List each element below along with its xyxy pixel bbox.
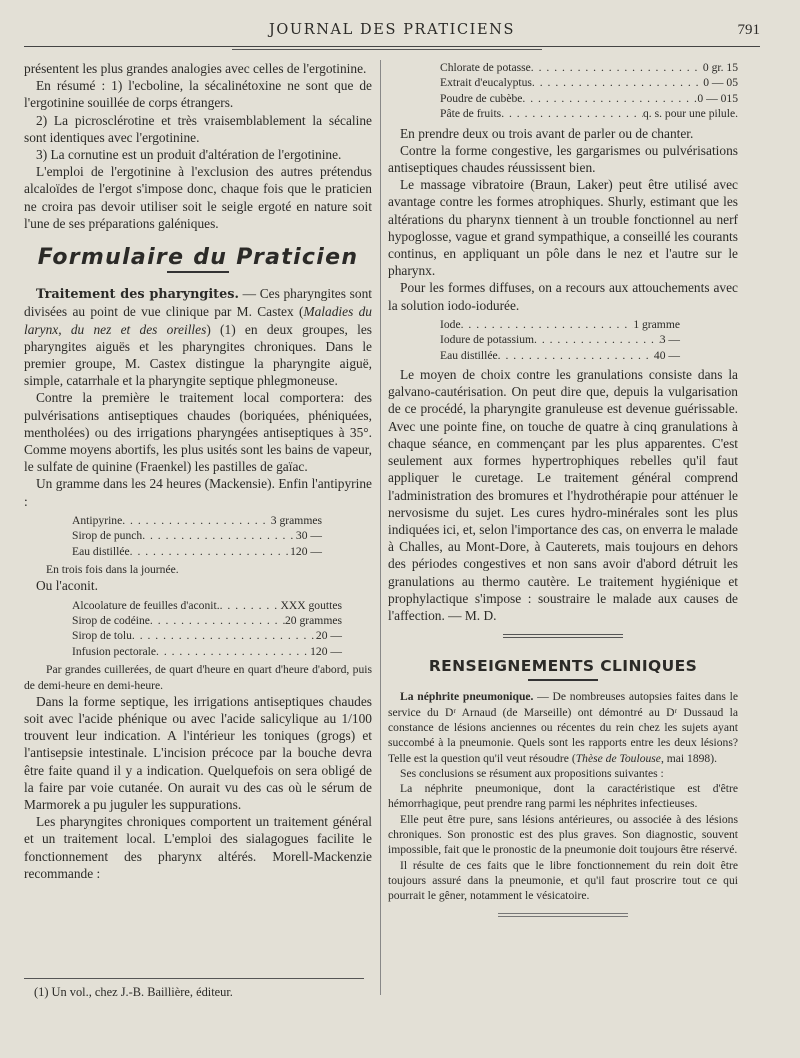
- leader-dots: [534, 332, 660, 347]
- quantity: 20 grammes: [285, 614, 342, 627]
- ingredient: Iode: [440, 317, 461, 331]
- recipe-note: Par grandes cuillerées, de quart d'heure en quart d'heure d'abord, puis de demi-heure en demi-heure.: [24, 663, 372, 692]
- leader-dots: [150, 613, 285, 628]
- page-number: 791: [737, 22, 760, 38]
- recipe-row: [440, 106, 738, 121]
- journal-title: JOURNAL DES PRATICIENS: [269, 22, 515, 38]
- leader-dots: [130, 544, 290, 559]
- recipe-row: [72, 613, 342, 628]
- ingredient: Pâte de fruits: [440, 107, 502, 121]
- recipe-row: [72, 598, 342, 613]
- paragraph: En prendre deux ou trois avant de parler ou de chanter.: [400, 125, 694, 141]
- quantity: 3 —: [659, 333, 680, 347]
- leader-dots: [522, 91, 697, 106]
- quantity: q. s. pour une pilule.: [643, 107, 738, 121]
- paragraph-traitement: [24, 285, 372, 389]
- left-column: [24, 60, 372, 882]
- leader-dots: [142, 528, 296, 543]
- recipe-row: [72, 628, 342, 643]
- quantity: XXX gouttes: [280, 598, 342, 612]
- leader-dots: [461, 317, 634, 332]
- ingredient: Eau distillée: [72, 544, 130, 558]
- ingredient: Eau distillée: [440, 348, 498, 362]
- ingredient: Antipyrine: [72, 513, 123, 527]
- leader-dots: [532, 75, 703, 90]
- quantity: 40 —: [653, 348, 680, 362]
- book-title: Maladies du larynx, du nez et des oreilles: [24, 304, 372, 337]
- paragraph: présentent les plus grandes analogies avec celles de l'ergotinine.: [24, 61, 367, 76]
- leader-dots: [498, 348, 654, 363]
- ingredient: Sirop de tolu: [72, 629, 132, 643]
- recipe-pilule: [440, 60, 738, 122]
- paragraph: Contre la première le traitement local comportera: des pulvérisations antiseptiques chaudes (boriquées, phéniquées, mentholées) ou des irrigations pharyngées antiseptiques à 35°. Comme moyens abortifs, les plus usités sont les bains de vapeur, le sulfate de quinine (Fraenkel) les pastilles de gaïac.: [24, 390, 372, 475]
- ingredient: Sirop de codéine: [72, 614, 150, 627]
- paragraph: La néphrite pneumonique, dont la caractéristique est d'être hémorrhagique, peut prendre rang parmi les néphrites infectieuses.: [388, 782, 738, 811]
- paragraph: Le massage vibratoire (Braun, Laker) peut être utilisé avec avantage contre les formes atrophiques. Shurly, estimant que les altérations du pharynx tiennent à un trouble fonctionnel au nerf hypoglosse, vague et grand sympathique, a conseillé les courants continus, en appliquant un pôle dans le nez et l'autre sur le pharynx.: [388, 177, 738, 279]
- paragraph: Il résulte de ces faits que le libre fonctionnement du rein doit être toujours assuré dans la pneumonie, et qu'il faut proscrire tout ce qui pourrait le gêner, notamment le vésicatoire.: [388, 858, 738, 903]
- right-column: [388, 60, 738, 917]
- paragraph: Un gramme dans les 24 heures (Mackensie). Enfin l'antipyrine :: [24, 476, 372, 509]
- paragraph-text: — Ces pharyngites sont divisées au point de vue clinique par M. Castex (: [24, 286, 372, 320]
- leader-dots: [156, 644, 310, 659]
- paragraph: En résumé : 1) l'ecboline, la sécalinétoxine ne sont que de l'ergotinine souillée de corps étrangers.: [24, 78, 372, 111]
- recipe-row: [440, 75, 738, 90]
- leader-dots: [501, 106, 643, 121]
- ingredient: Chlorate de potasse: [440, 61, 531, 74]
- header-rule-accent: [232, 49, 542, 50]
- paragraph: Contre la forme congestive, les gargarismes ou pulvérisations antiseptiques chaudes réussissent bien.: [388, 142, 738, 176]
- ingredient: Poudre de cubèbe: [440, 91, 523, 105]
- ingredient: Infusion pectorale: [72, 644, 157, 658]
- paragraph: Ou l'aconit.: [36, 578, 98, 594]
- quantity: 120 —: [290, 544, 322, 558]
- quantity: 0 gr. 15: [702, 61, 738, 74]
- quantity: 3 grammes: [270, 513, 322, 527]
- thesis-title: Thèse de Toulouse: [575, 751, 661, 765]
- paragraph-text: ) (1) en deux groupes, les pharyngites aiguës et les pharyngites chroniques. Dans le premier groupe, M. Castex distingue la pharyngite aiguë, simple, catarrhale et la pharyngite septique phlegmoneuse.: [24, 321, 372, 389]
- quantity: 30 —: [295, 529, 322, 543]
- recipe-aconit: [72, 598, 342, 660]
- page-header: [24, 18, 760, 40]
- quantity: 0 — 015: [697, 91, 738, 105]
- paragraph: Elle peut être pure, sans lésions antérieures, ou associée à des lésions chroniques. Son pronostic est des plus graves. Son diagnostic, souvent impossible, fait que le pronostic de la pneumonie doit toujours être réservé.: [388, 812, 738, 857]
- recipe-row: [440, 60, 738, 75]
- recipe-iodo-iodure: [440, 317, 680, 363]
- leader-dots: [531, 60, 703, 75]
- quantity: 20 —: [315, 629, 342, 643]
- paragraph: Le moyen de choix contre les granulations consiste dans la galvano-cautérisation. On peut dire que, depuis la vulgarisation de ce procédé, la pharyngite granuleuse est devenue guérissable. Avec une pointe fine, on touche de quatre à cinq granulations à chaque séance, en commençant par les plus apparentes. C'est seulement aux formes hypertrophiques rebelles qu'il faut appliquer le curetage. Le traitement général comprend l'administration des bromures et l'hydrothérapie pour atténuer le nervosisme du sujet. Les cures hydro-minérales sont les plus indiquées ici, et, selon l'importance des cas, on enverra le malade à Challes, au Mont-Dore, à Cauterets, mais toujours en dehors des périodes congestives et non sans avoir d'abord détruit les granulations au thermo cautère. Le traitement hygiénique et prophylactique s'impose : soustraire le malade aux causes de l'affection. — M. D.: [388, 367, 738, 623]
- ingredient: Extrait d'eucalyptus: [440, 76, 532, 90]
- section-title-renseignements: RENSEIGNEMENTS CLINIQUES: [428, 657, 698, 676]
- lead-heading: Traitement des pharyngites.: [36, 287, 239, 303]
- recipe-antipyrine: [72, 513, 322, 559]
- title-rule: [528, 679, 598, 681]
- paragraph: Pour les formes diffuses, on a recours aux attouchements avec la solution iodo-iodurée.: [388, 280, 738, 313]
- leader-dots: [122, 513, 271, 528]
- title-rule: [167, 271, 229, 273]
- recipe-row: [440, 348, 680, 363]
- paragraph-text: — De nombreuses autopsies faites dans le service du Dʳ Arnaud (de Marseille) ont démontré au Dʳ Dussaud la constance de lésions anciennes ou récentes du rein chez les sujets ayant succombé à la pneumonie. Quels sont les rapports entre les deux lésions? Telle est la question qu'il veut résoudre (: [388, 690, 738, 765]
- quantity: 0 — 05: [703, 76, 738, 90]
- ingredient: Iodure de potassium: [440, 333, 535, 347]
- recipe-row: [72, 513, 322, 528]
- paragraph: 2) La picrosclérotine et très vraisemblablement la sécaline sont identiques avec l'ergotinine.: [24, 112, 372, 145]
- quantity: 120 —: [310, 644, 342, 658]
- column-divider: [380, 60, 381, 995]
- footnote-rule: [24, 978, 364, 979]
- quantity: 1 gramme: [633, 317, 680, 331]
- recipe-row: [72, 528, 322, 543]
- leader-dots: [132, 628, 316, 643]
- recipe-row: [440, 91, 738, 106]
- recipe-row: [72, 544, 322, 559]
- paragraph: 3) La cornutine est un produit d'altération de l'ergotinine.: [36, 147, 342, 163]
- footnote: (1) Un vol., chez J.-B. Baillière, éditeur.: [34, 985, 233, 999]
- ingredient: Alcoolature de feuilles d'aconit.: [72, 598, 220, 612]
- paragraph: Les pharyngites chroniques comportent un traitement général et un traitement local. L'emploi des sialagogues facilite le fonctionnement des pharynx altérés. Morell-Mackenzie recommande :: [24, 814, 372, 881]
- header-rule: [24, 46, 760, 47]
- section-title-formulaire: Formulaire du Praticien: [37, 245, 359, 271]
- section-rule: [503, 634, 623, 638]
- recipe-note: En trois fois dans la journée.: [46, 563, 179, 577]
- paragraph-text: , mai 1898).: [660, 751, 717, 765]
- paragraph: Dans la forme septique, les irrigations antiseptiques chaudes soit avec l'acide phénique ou avec l'acide salicylique au 1/100 trouvent leur indication. A l'intérieur les toniques (grogs) et l'antisepsie intestinale. L'incision précoce par la bouche devra être faite quand il y a indication. Quelquefois on sera obligé de la faire par voie cutanée. On aurait vu des cas où le sérum de Marmorek a pu juguler les suppurations.: [24, 693, 372, 813]
- paragraph: Ses conclusions se résument aux propositions suivantes :: [400, 766, 664, 780]
- clinical-notes: [388, 689, 738, 903]
- recipe-row: [72, 644, 342, 659]
- end-rule: [498, 913, 628, 917]
- leader-dots: [220, 598, 281, 613]
- recipe-row: [440, 332, 680, 347]
- lead-heading: La néphrite pneumonique.: [400, 690, 534, 704]
- paragraph: L'emploi de l'ergotinine à l'exclusion des autres prétendus alcaloïdes de l'ergot s'impose donc, chaque fois que le praticien ne croira pas devoir utiliser soit le seigle ergoté en nature soit l'une de ses préparations galéniques.: [24, 164, 372, 231]
- ingredient: Sirop de punch: [72, 529, 143, 543]
- recipe-row: [440, 317, 680, 332]
- paragraph-nephrite: [388, 689, 738, 765]
